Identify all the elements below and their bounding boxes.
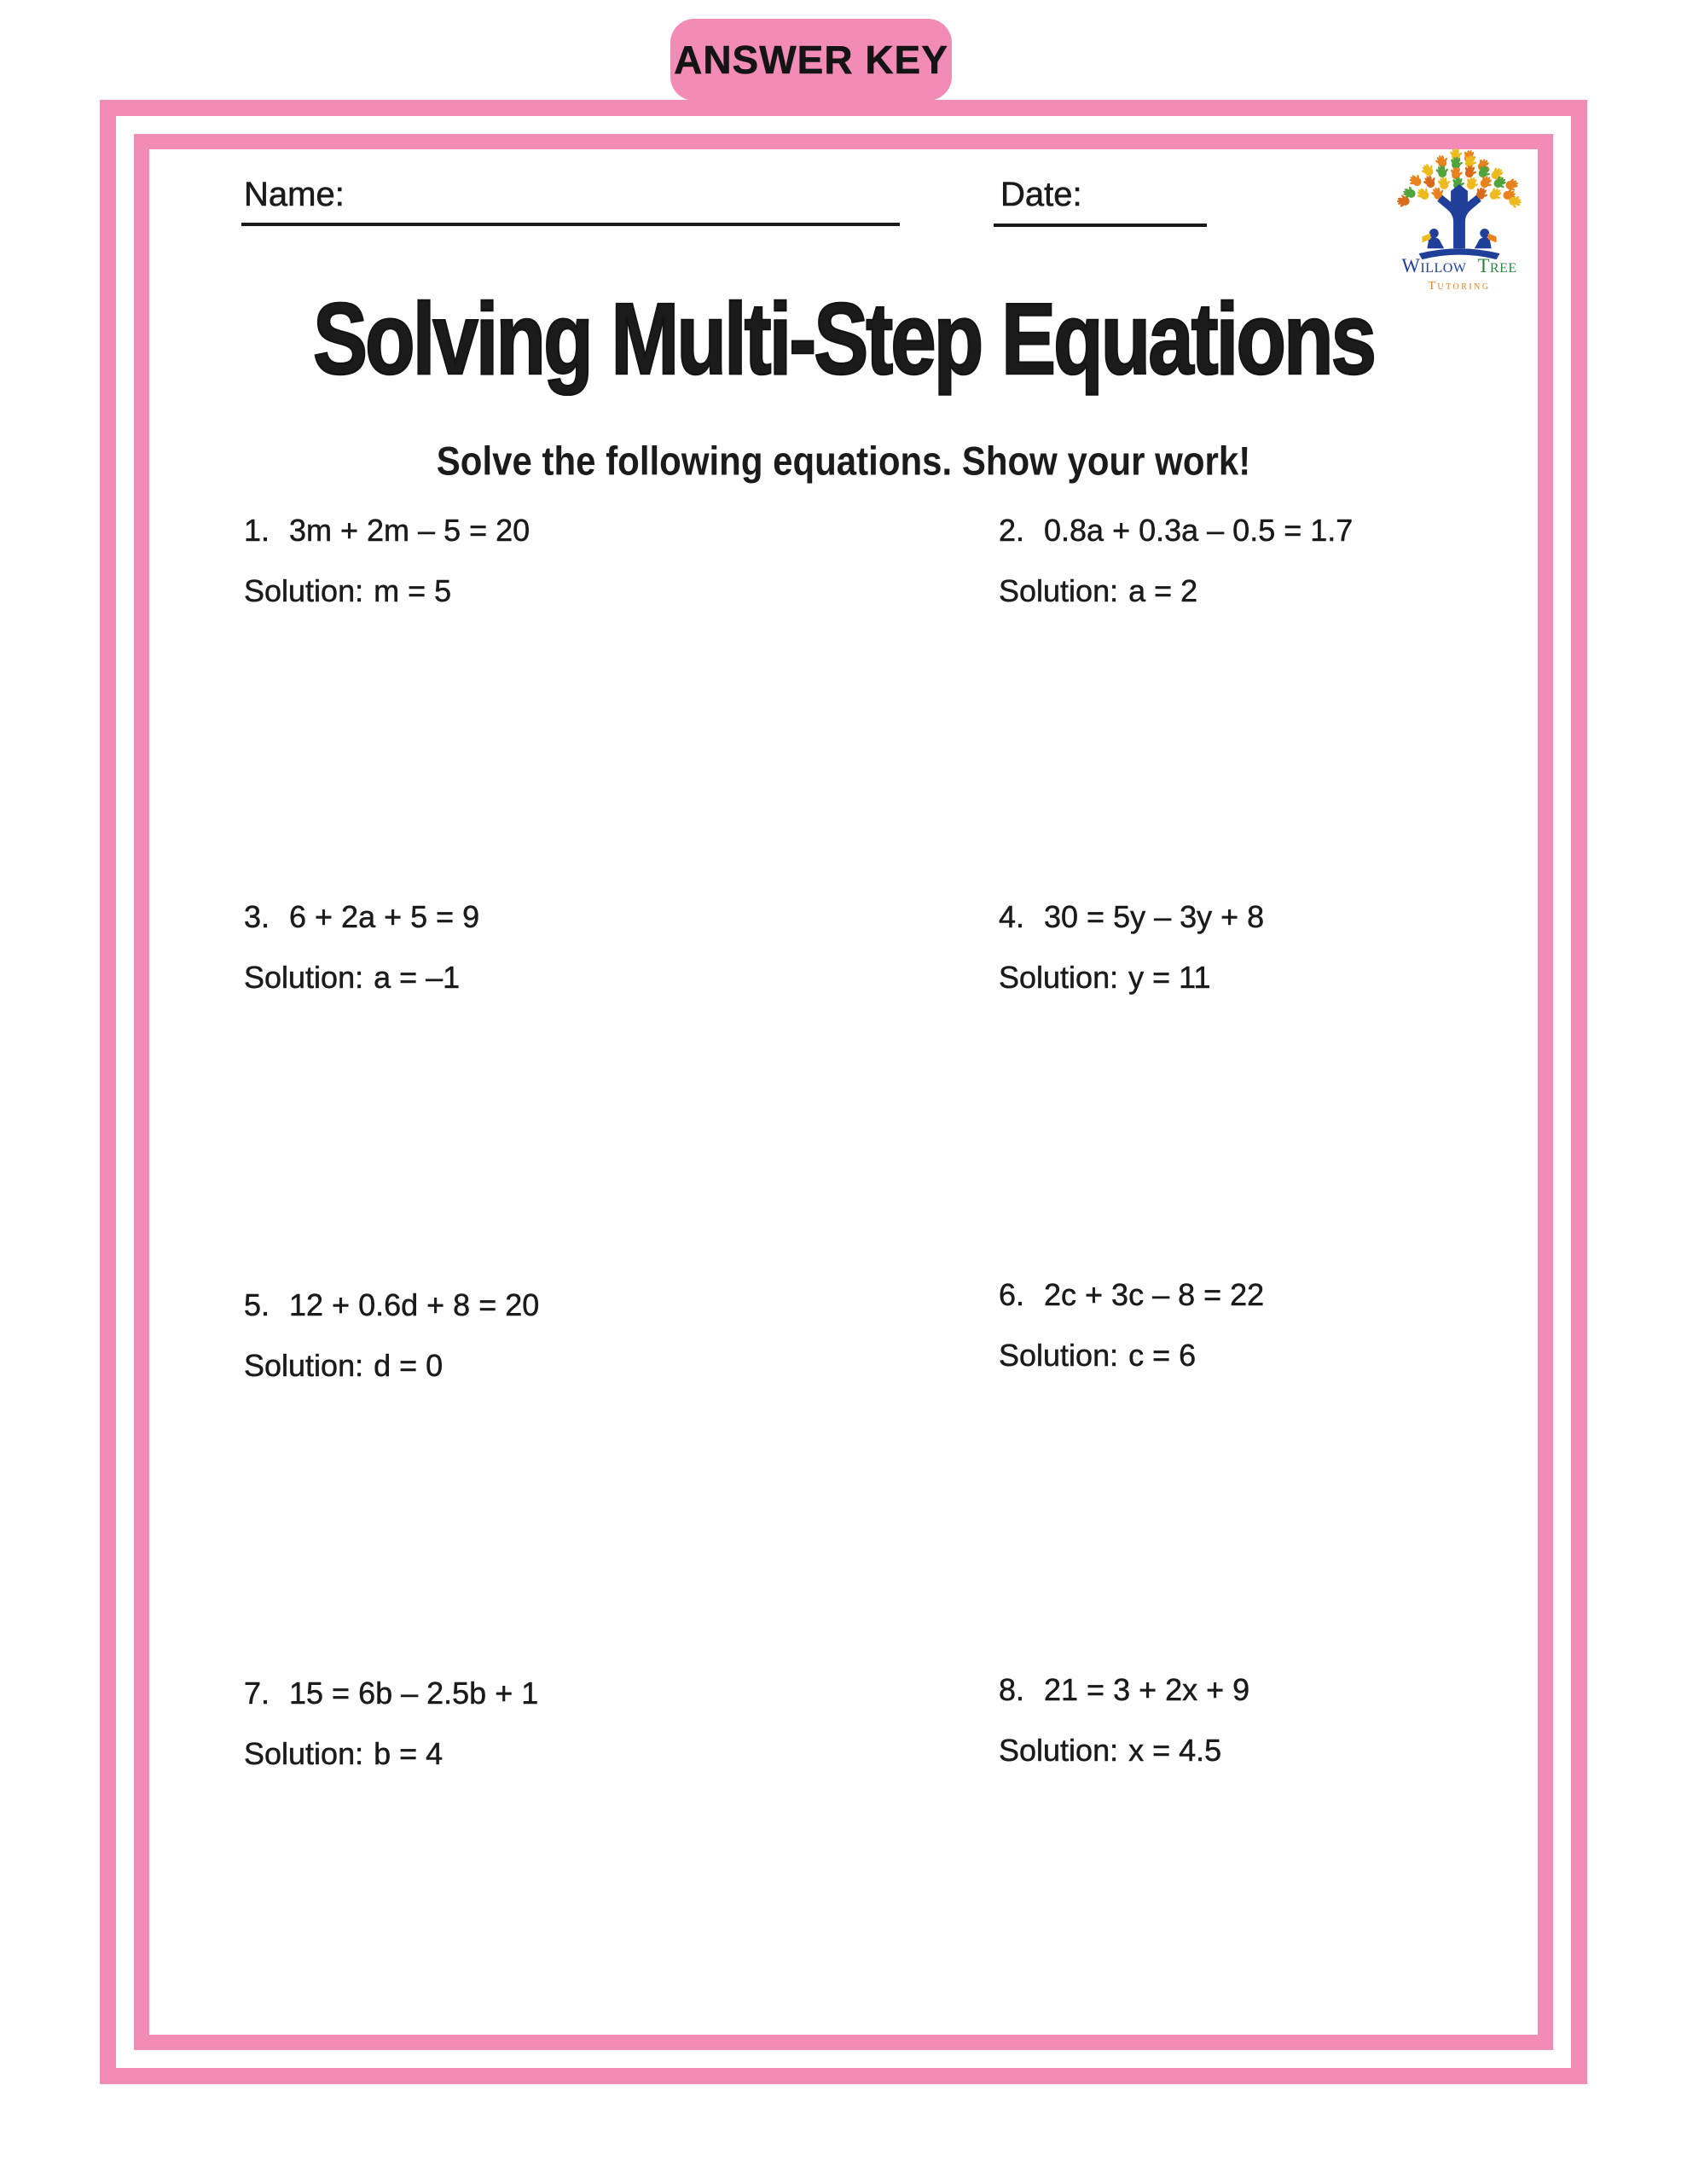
equation-text: 3m + 2m – 5 = 20 <box>289 513 530 548</box>
solution-label: Solution: <box>244 1736 364 1771</box>
solution-value: b = 4 <box>374 1736 443 1771</box>
logo-word-tree: Tree <box>1477 254 1517 276</box>
problem-number: 7. <box>244 1676 270 1711</box>
problem-8 <box>999 1671 1249 1769</box>
problem-6 <box>999 1276 1264 1374</box>
equation-text: 15 = 6b – 2.5b + 1 <box>289 1676 539 1711</box>
equation-row <box>999 898 1264 936</box>
logo-word-willow: Willow <box>1401 254 1467 276</box>
problem-4 <box>999 898 1264 996</box>
equation-row <box>999 1276 1264 1314</box>
solution-value: x = 4.5 <box>1128 1733 1222 1768</box>
equation-row <box>999 1671 1249 1709</box>
equation-text: 6 + 2a + 5 = 9 <box>289 899 480 934</box>
name-label: Name: <box>244 176 345 213</box>
equation-text: 0.8a + 0.3a – 0.5 = 1.7 <box>1044 513 1354 548</box>
equation-text: 21 = 3 + 2x + 9 <box>1044 1672 1250 1707</box>
solution-label: Solution: <box>999 573 1119 608</box>
equation-text: 2c + 3c – 8 = 22 <box>1044 1277 1265 1312</box>
problem-1 <box>244 512 530 610</box>
solution-row <box>999 572 1353 610</box>
solution-row <box>244 572 530 610</box>
solution-label: Solution: <box>999 1338 1119 1373</box>
problem-2 <box>999 512 1353 610</box>
date-blank-line <box>994 224 1207 227</box>
equation-text: 12 + 0.6d + 8 = 20 <box>289 1287 540 1322</box>
equation-row <box>244 1287 539 1324</box>
problem-number: 8. <box>999 1672 1025 1707</box>
solution-row <box>999 959 1264 996</box>
equation-text: 30 = 5y – 3y + 8 <box>1044 899 1265 934</box>
date-label: Date: <box>1000 176 1082 213</box>
problem-7 <box>244 1675 538 1773</box>
instructions: Solve the following equations. Show your work! <box>436 439 1251 484</box>
solution-value: c = 6 <box>1128 1338 1197 1373</box>
solution-label: Solution: <box>999 960 1119 995</box>
problem-number: 4. <box>999 899 1025 934</box>
solution-value: a = 2 <box>1128 573 1198 608</box>
logo-wordmark <box>1401 255 1516 276</box>
answer-key-badge <box>670 19 952 101</box>
solution-row <box>244 1347 539 1385</box>
problem-number: 6. <box>999 1277 1025 1312</box>
solution-row <box>244 1735 538 1773</box>
page-title: Solving Multi-Step Equations <box>313 282 1374 396</box>
solution-row <box>999 1732 1249 1769</box>
problem-number: 3. <box>244 899 270 934</box>
logo-tree-trunk <box>1418 184 1499 259</box>
equation-row <box>244 1675 538 1712</box>
name-blank-line <box>241 223 900 226</box>
solution-value: a = –1 <box>374 960 461 995</box>
problem-5 <box>244 1287 539 1385</box>
solution-value: y = 11 <box>1128 960 1211 995</box>
problem-3 <box>244 898 479 996</box>
equation-row <box>999 512 1353 549</box>
problem-number: 5. <box>244 1287 270 1322</box>
equation-row <box>244 512 530 549</box>
solution-row <box>244 959 479 996</box>
solution-value: m = 5 <box>374 573 452 608</box>
solution-value: d = 0 <box>374 1348 443 1383</box>
problem-number: 2. <box>999 513 1025 548</box>
equation-row <box>244 898 479 936</box>
solution-label: Solution: <box>244 1348 364 1383</box>
solution-label: Solution: <box>999 1733 1119 1768</box>
solution-label: Solution: <box>244 573 364 608</box>
solution-row <box>999 1337 1264 1374</box>
problem-number: 1. <box>244 513 270 548</box>
solution-label: Solution: <box>244 960 364 995</box>
logo-tagline: Tutoring <box>1428 278 1491 292</box>
answer-key-label: ANSWER KEY <box>674 38 948 82</box>
